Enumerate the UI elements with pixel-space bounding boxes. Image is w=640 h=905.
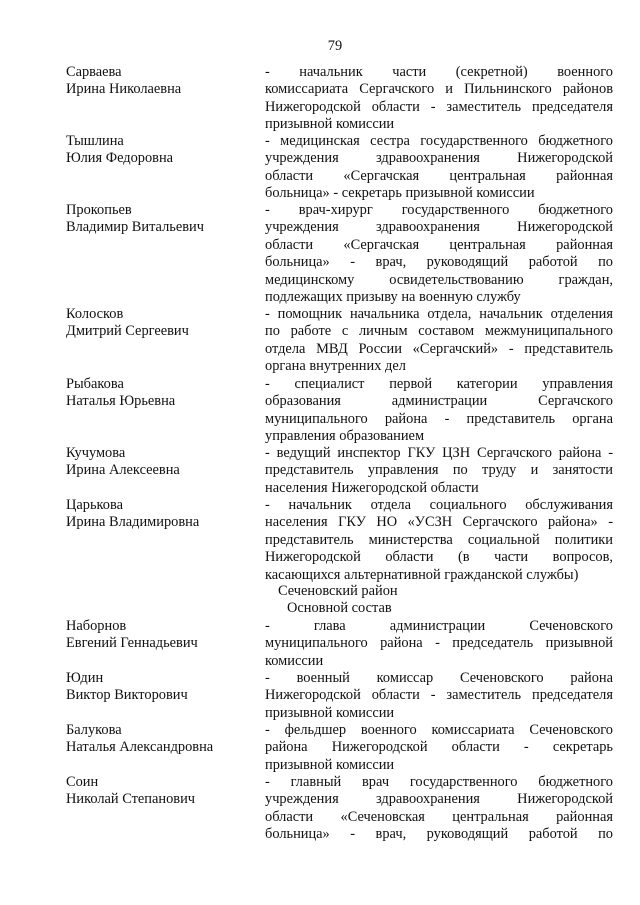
given-names: Николай Степанович xyxy=(66,791,196,808)
role-line: - врач-хирург государственного бюджетного xyxy=(265,202,613,218)
surname: Юдин xyxy=(66,670,104,686)
role-line: - фельдшер военного комиссариата Сеченовского xyxy=(265,722,613,738)
role-line: муниципального района - председатель призывной xyxy=(265,635,613,652)
role-line: Нижегородской области - заместитель председателя xyxy=(265,98,613,115)
role-line: учреждения здравоохранения Нижегородской xyxy=(265,219,613,236)
role-line: призывной комиссии xyxy=(265,116,395,133)
composition-heading: Основной состав xyxy=(287,600,392,616)
member-name xyxy=(66,133,258,168)
role-line: - начальник части (секретной) военного xyxy=(265,64,613,80)
member-name xyxy=(66,376,258,411)
role-line: - помощник начальника отдела, начальник отделения xyxy=(265,306,613,322)
role-line: области «Сергачская центральная районная xyxy=(265,167,613,184)
role-line: - главный врач государственного бюджетного xyxy=(265,774,613,790)
given-names: Ирина Владимировна xyxy=(66,514,200,531)
role-line: - медицинская сестра государственного бюджетного xyxy=(265,133,613,149)
member-role xyxy=(265,722,613,774)
member-role xyxy=(265,670,613,722)
member-role xyxy=(265,376,613,446)
member-name xyxy=(66,774,258,809)
member-name xyxy=(66,445,258,480)
role-line: подлежащих призыву на военную службу xyxy=(265,289,521,306)
member-role xyxy=(265,774,613,844)
role-line: - военный комиссар Сеченовского района xyxy=(265,670,613,686)
given-names: Наталья Александровна xyxy=(66,739,214,756)
member-role xyxy=(265,618,613,670)
member-name xyxy=(66,64,258,99)
surname: Рыбакова xyxy=(66,376,124,392)
role-line: - начальник отдела социального обслуживания xyxy=(265,497,613,513)
role-line: области «Сеченовская центральная районная xyxy=(265,808,613,825)
role-line: - специалист первой категории управления xyxy=(265,376,613,392)
given-names: Ирина Николаевна xyxy=(66,81,182,98)
role-line: управления образованием xyxy=(265,428,425,445)
surname: Сарваева xyxy=(66,64,122,80)
role-line: медицинскому освидетельствованию граждан, xyxy=(265,271,613,288)
role-line: отдела МВД России «Сергачский» - представитель xyxy=(265,340,613,357)
given-names: Наталья Юрьевна xyxy=(66,393,176,410)
role-line: больница» - секретарь призывной комиссии xyxy=(265,185,535,202)
surname: Балукова xyxy=(66,722,122,738)
member-role xyxy=(265,64,613,134)
member-name xyxy=(66,497,258,532)
surname: Колосков xyxy=(66,306,124,322)
surname: Тышлина xyxy=(66,133,124,149)
role-line: призывной комиссии xyxy=(265,756,395,773)
role-line: области «Сергачская центральная районная xyxy=(265,236,613,253)
member-role xyxy=(265,133,613,203)
member-role xyxy=(265,497,613,584)
role-line: Нижегородской области - заместитель председателя xyxy=(265,687,613,704)
given-names: Дмитрий Сергеевич xyxy=(66,323,189,340)
member-role xyxy=(265,202,613,306)
surname: Соин xyxy=(66,774,99,790)
page-number: 79 xyxy=(327,38,343,54)
role-line: касающихся альтернативной гражданской службы) xyxy=(265,566,579,583)
member-name xyxy=(66,670,258,705)
member-name xyxy=(66,202,258,237)
member-role xyxy=(265,306,613,376)
member-name xyxy=(66,618,258,653)
role-line: учреждения здравоохранения Нижегородской xyxy=(265,150,613,167)
role-line: муниципального района - представитель органа xyxy=(265,410,613,427)
given-names: Владимир Витальевич xyxy=(66,219,204,236)
role-line: представитель министерства социальной политики xyxy=(265,531,613,548)
role-line: района Нижегородской области - секретарь xyxy=(265,739,613,756)
surname: Наборнов xyxy=(66,618,127,634)
role-line: больница» - врач, руководящий работой по xyxy=(265,254,613,271)
surname: Прокопьев xyxy=(66,202,132,218)
role-line: образования администрации Сергачского xyxy=(265,393,613,410)
role-line: представитель управления по труду и занятости xyxy=(265,462,613,479)
role-line: - глава администрации Сеченовского xyxy=(265,618,613,634)
given-names: Виктор Викторович xyxy=(66,687,188,704)
surname: Царькова xyxy=(66,497,123,513)
member-role xyxy=(265,445,613,497)
role-line: комиссариата Сергачского и Пильнинского районов xyxy=(265,81,613,98)
role-line: призывной комиссии xyxy=(265,704,395,721)
district-heading: Сеченовский район xyxy=(278,583,398,599)
role-line: больница» - врач, руководящий работой по xyxy=(265,826,613,843)
given-names: Юлия Федоровна xyxy=(66,150,174,167)
member-name xyxy=(66,722,258,757)
surname: Кучумова xyxy=(66,445,126,461)
role-line: населения Нижегородской области xyxy=(265,479,479,496)
role-line: учреждения здравоохранения Нижегородской xyxy=(265,791,613,808)
role-line: Нижегородской области (в части вопросов, xyxy=(265,549,613,566)
role-line: комиссии xyxy=(265,652,324,669)
role-line: по работе с личным составом межмуниципального xyxy=(265,323,613,340)
given-names: Ирина Алексеевна xyxy=(66,462,180,479)
given-names: Евгений Геннадьевич xyxy=(66,635,198,652)
member-name xyxy=(66,306,258,341)
role-line: - ведущий инспектор ГКУ ЦЗН Сергачского района - xyxy=(265,445,613,461)
role-line: органа внутренних дел xyxy=(265,358,406,375)
role-line: населения ГКУ НО «УСЗН Сергачского района» - xyxy=(265,514,613,531)
